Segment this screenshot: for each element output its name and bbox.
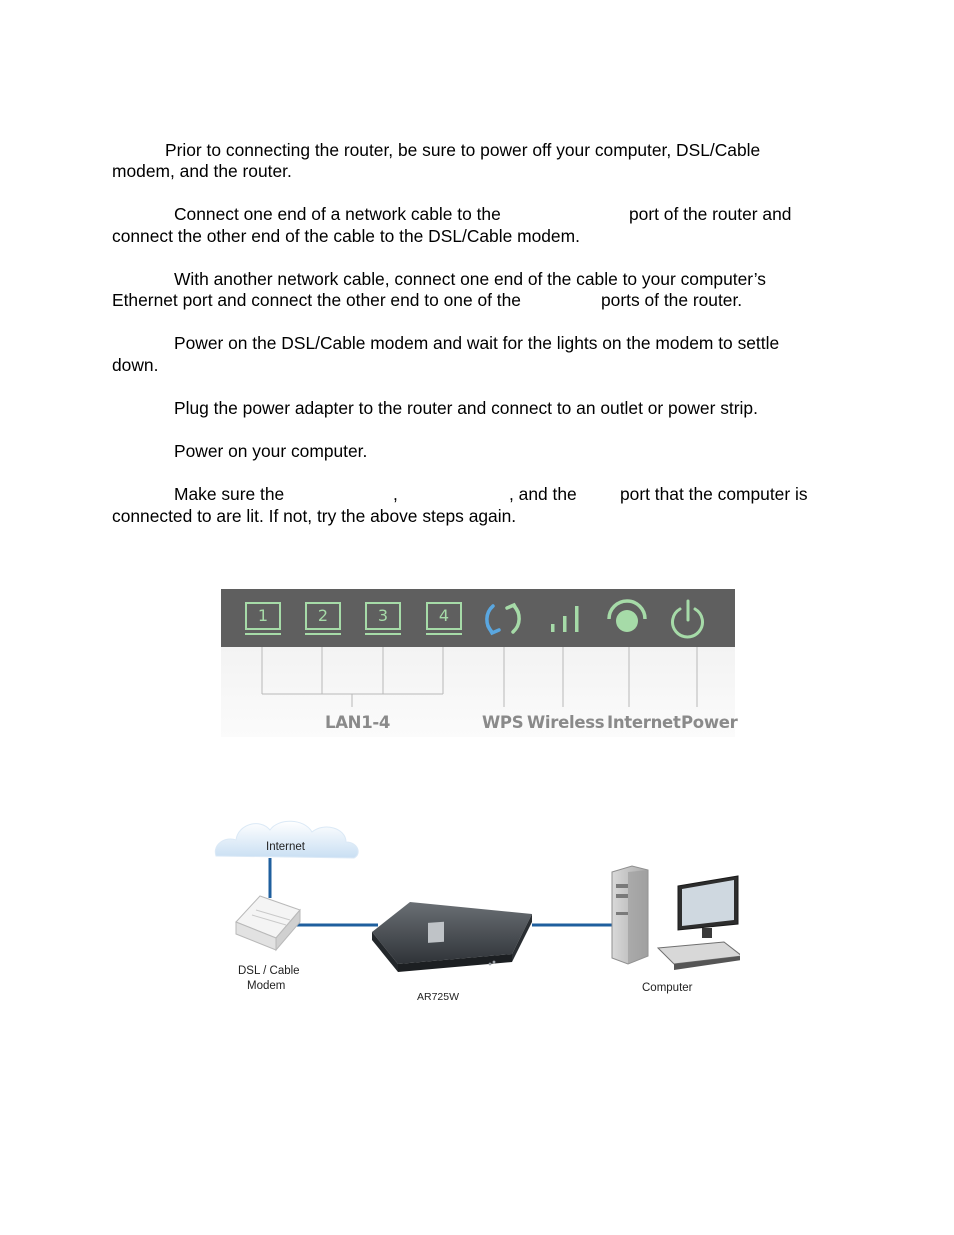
- modem-label-line1: DSL / Cable: [238, 965, 300, 977]
- step1-line1: Prior to connecting the router, be sure to power off your computer, DSL/Cable: [165, 140, 761, 160]
- step4-line1: Power on the DSL/Cable modem and wait for the lights on the modem to settle: [174, 333, 780, 353]
- step2-line2: connect the other end of the cable to the DSL/Cable modem.: [112, 226, 580, 246]
- wireless-signal-icon: [551, 606, 579, 632]
- lan3-led: 3: [365, 602, 401, 630]
- step7-line1a: Make sure the: [174, 484, 285, 504]
- step7-line2: connected to are lit. If not, try the above steps again.: [112, 506, 517, 526]
- internet-diagram-label: Internet: [266, 841, 305, 853]
- lan1-led: 1: [245, 602, 281, 630]
- computer-tower-icon: [612, 866, 648, 964]
- step1-line2: modem, and the router.: [112, 161, 292, 181]
- internet-globe-icon: [609, 601, 645, 632]
- modem-icon: [236, 896, 300, 950]
- lan2-led: 2: [305, 602, 341, 630]
- legend-leader-lines: [262, 647, 697, 707]
- step4-line2: down.: [112, 355, 159, 375]
- modem-label-line2: Modem: [247, 980, 286, 992]
- wps-icon: [487, 605, 519, 633]
- step7-line1c: , and the: [509, 484, 577, 504]
- router-model-label: AR725W: [417, 991, 460, 1003]
- wireless-label: Wireless: [527, 713, 605, 732]
- step7-line1d: port that the computer is: [620, 484, 808, 504]
- step7-line1b: ,: [393, 484, 398, 504]
- lan-label: LAN1-4: [325, 713, 391, 732]
- internet-label: Internet: [607, 713, 681, 732]
- wps-label: WPS: [482, 713, 524, 732]
- step2-line1a: Connect one end of a network cable to the: [174, 204, 501, 224]
- router-icon: [372, 902, 532, 972]
- keyboard-icon: [658, 942, 740, 970]
- step2-line1b: port of the router and: [629, 204, 792, 224]
- lan4-led: 4: [426, 602, 462, 630]
- step3-line2b: ports of the router.: [601, 290, 743, 310]
- power-icon: [673, 601, 703, 637]
- router-led-panel: [221, 589, 738, 737]
- step5-line1: Plug the power adapter to the router and connect to an outlet or power strip.: [174, 398, 758, 418]
- step6-line1: Power on your computer.: [174, 441, 368, 461]
- step3-line2a: Ethernet port and connect the other end to one of the: [112, 290, 521, 310]
- step3-line1: With another network cable, connect one end of the cable to your computer’s: [174, 269, 766, 289]
- power-label: Power: [681, 713, 738, 732]
- computer-monitor-icon: [678, 876, 738, 938]
- connection-diagram: [212, 814, 740, 1006]
- computer-label: Computer: [642, 982, 693, 994]
